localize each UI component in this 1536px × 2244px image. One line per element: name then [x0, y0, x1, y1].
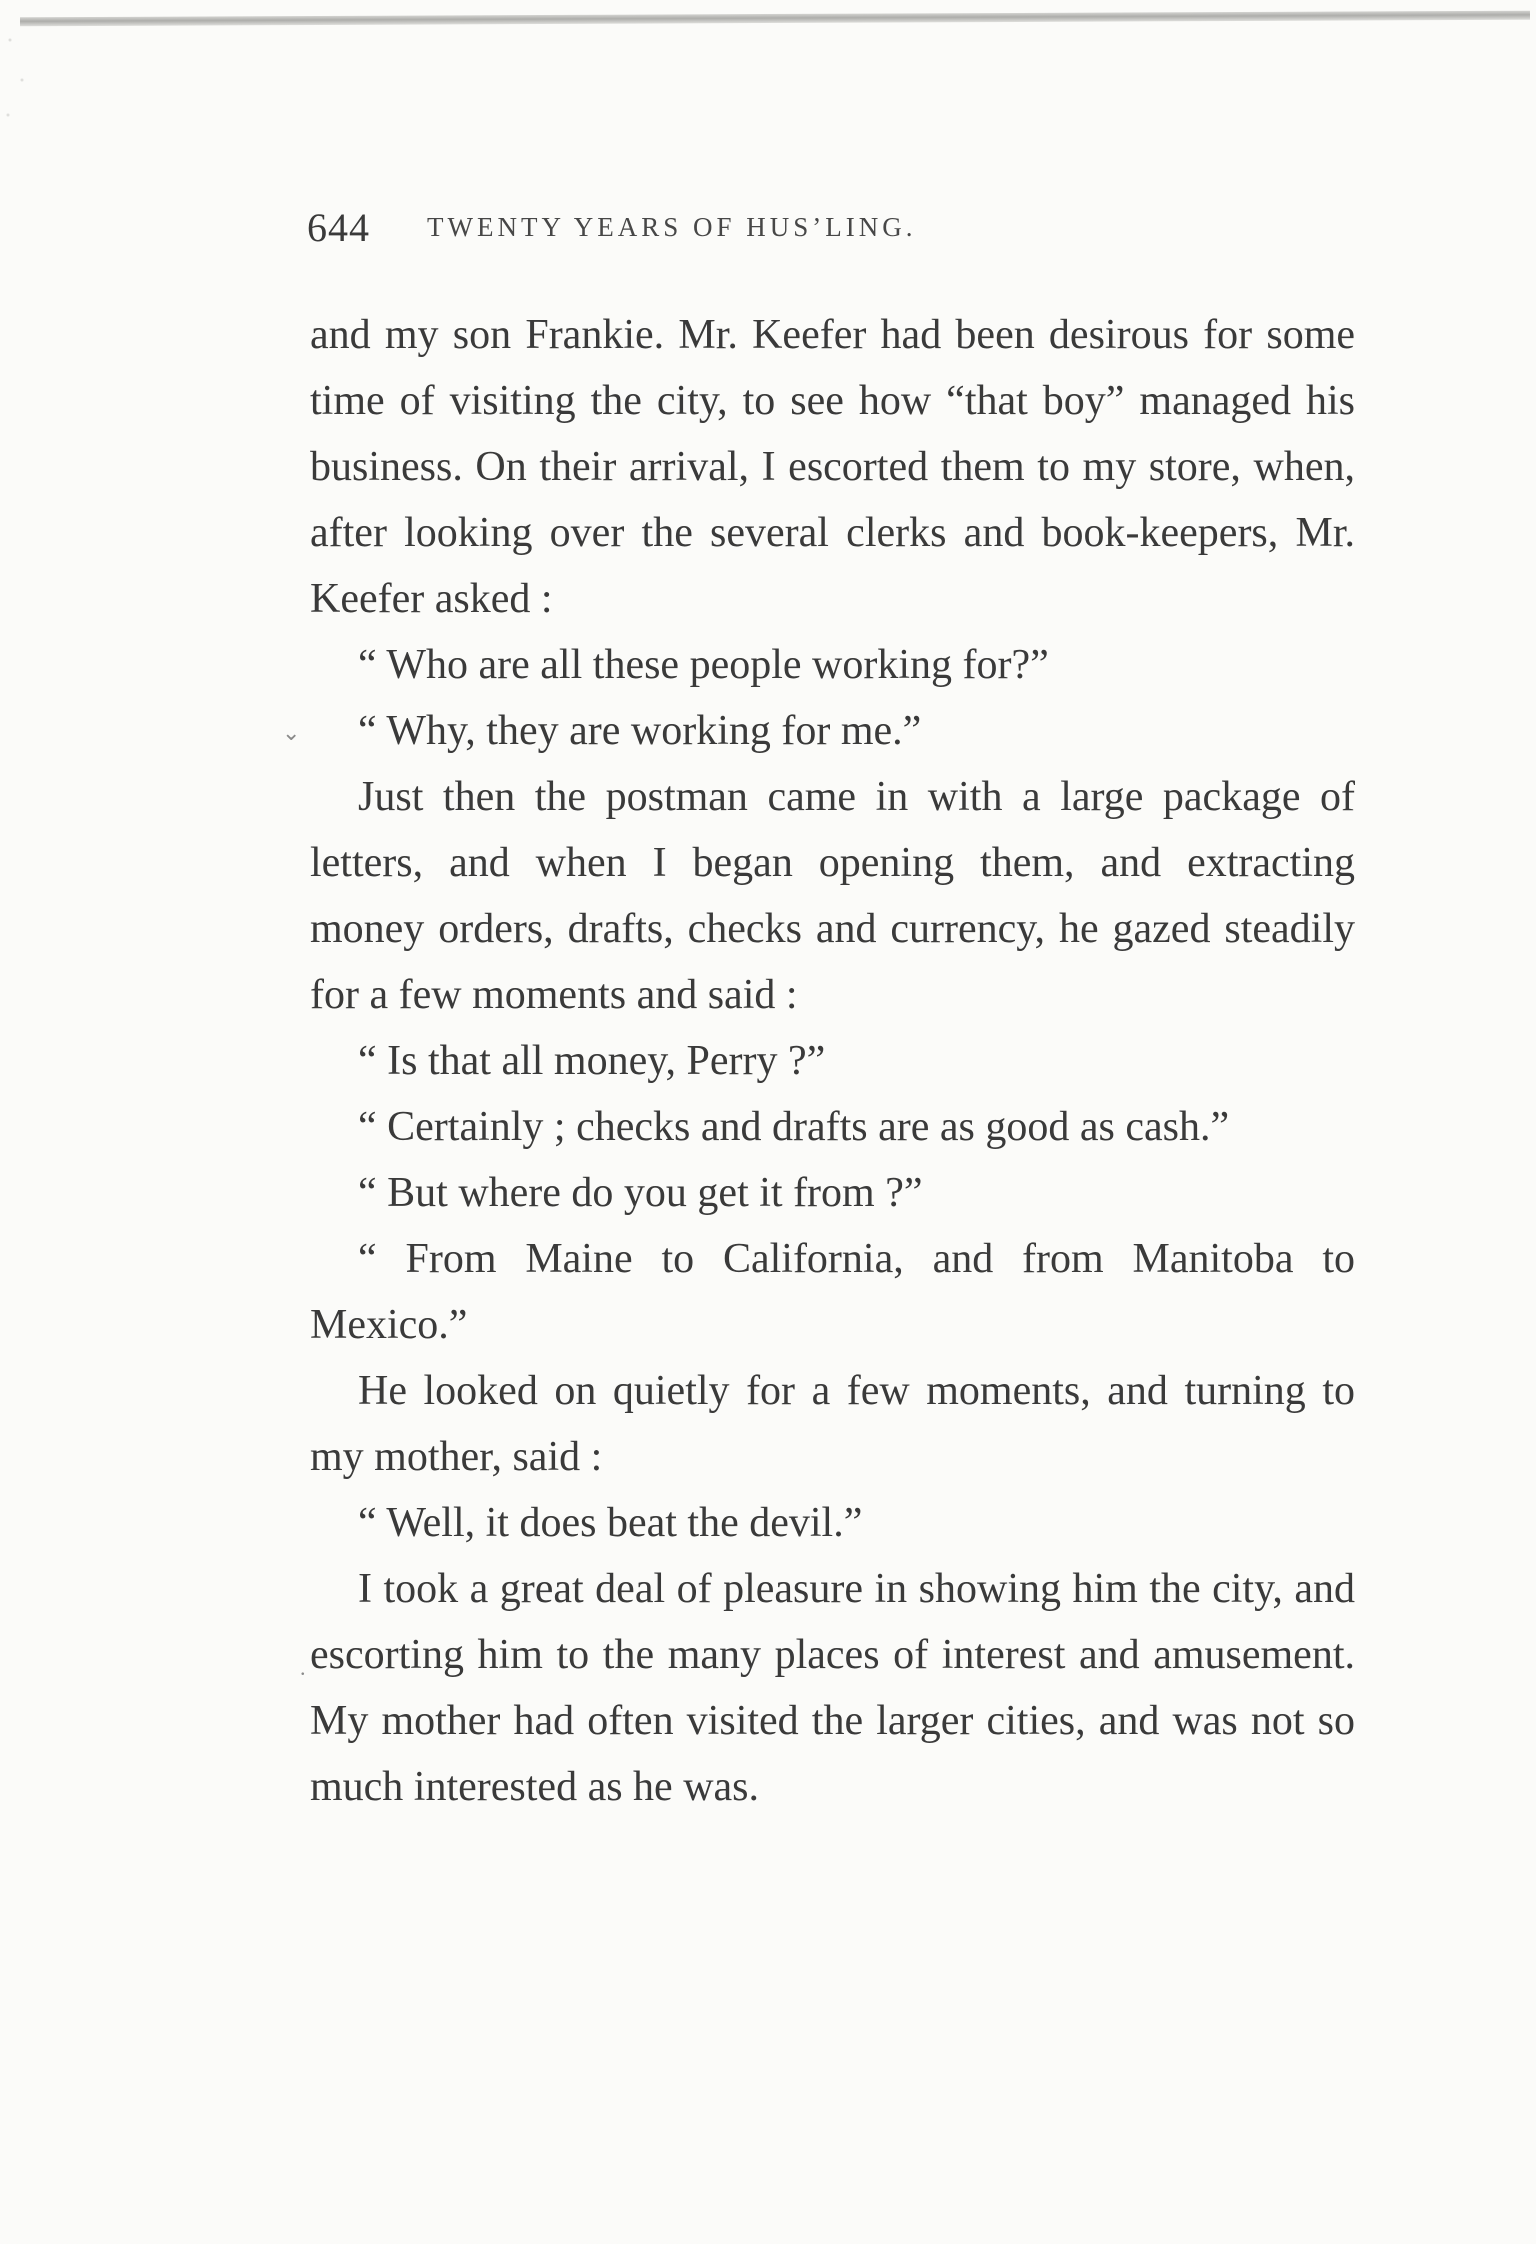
- paragraph: “ Who are all these people working for?”: [358, 642, 1049, 688]
- paragraph: “ Why, they are working for me.”: [358, 708, 922, 754]
- page-number: 644: [307, 205, 370, 250]
- paragraph: He looked on quietly for a few moments, and turning to my mother, said :: [310, 1368, 1355, 1480]
- paragraph: I took a great deal of pleasure in showing him the city, and escorting him to the many places of interest and amusement. My mother had often visited the larger cities, and was not so much interested as he was.: [310, 1566, 1355, 1810]
- running-title: TWENTY YEARS OF HUS’LING.: [427, 212, 917, 242]
- paragraph: “ Is that all money, Perry ?”: [358, 1038, 826, 1084]
- paragraph: and my son Frankie. Mr. Keefer had been desirous for some time of visiting the city, to see how “that boy” managed his business. On their arrival, I escorted them to my store, when, after looking over the several clerks and book-keepers, Mr. Keefer asked :: [310, 312, 1355, 622]
- scan-speckles: [0, 20, 40, 140]
- paragraph: “ Well, it does beat the devil.”: [358, 1500, 863, 1546]
- paragraph: “ But where do you get it from ?”: [358, 1170, 923, 1216]
- margin-mark: ⌄: [282, 720, 301, 745]
- top-scan-edge-rule: [20, 11, 1530, 27]
- paragraph: “ Certainly ; checks and drafts are as good as cash.”: [358, 1104, 1230, 1150]
- margin-mark: .: [300, 1655, 306, 1680]
- page-header: [307, 200, 1207, 260]
- paragraph: “ From Maine to California, and from Manitoba to Mexico.”: [310, 1236, 1355, 1348]
- body-text: [310, 302, 1355, 1820]
- paragraph: Just then the postman came in with a large package of letters, and when I began opening them, and extracting money orders, drafts, checks and currency, he gazed steadily for a few moments and said :: [310, 774, 1355, 1018]
